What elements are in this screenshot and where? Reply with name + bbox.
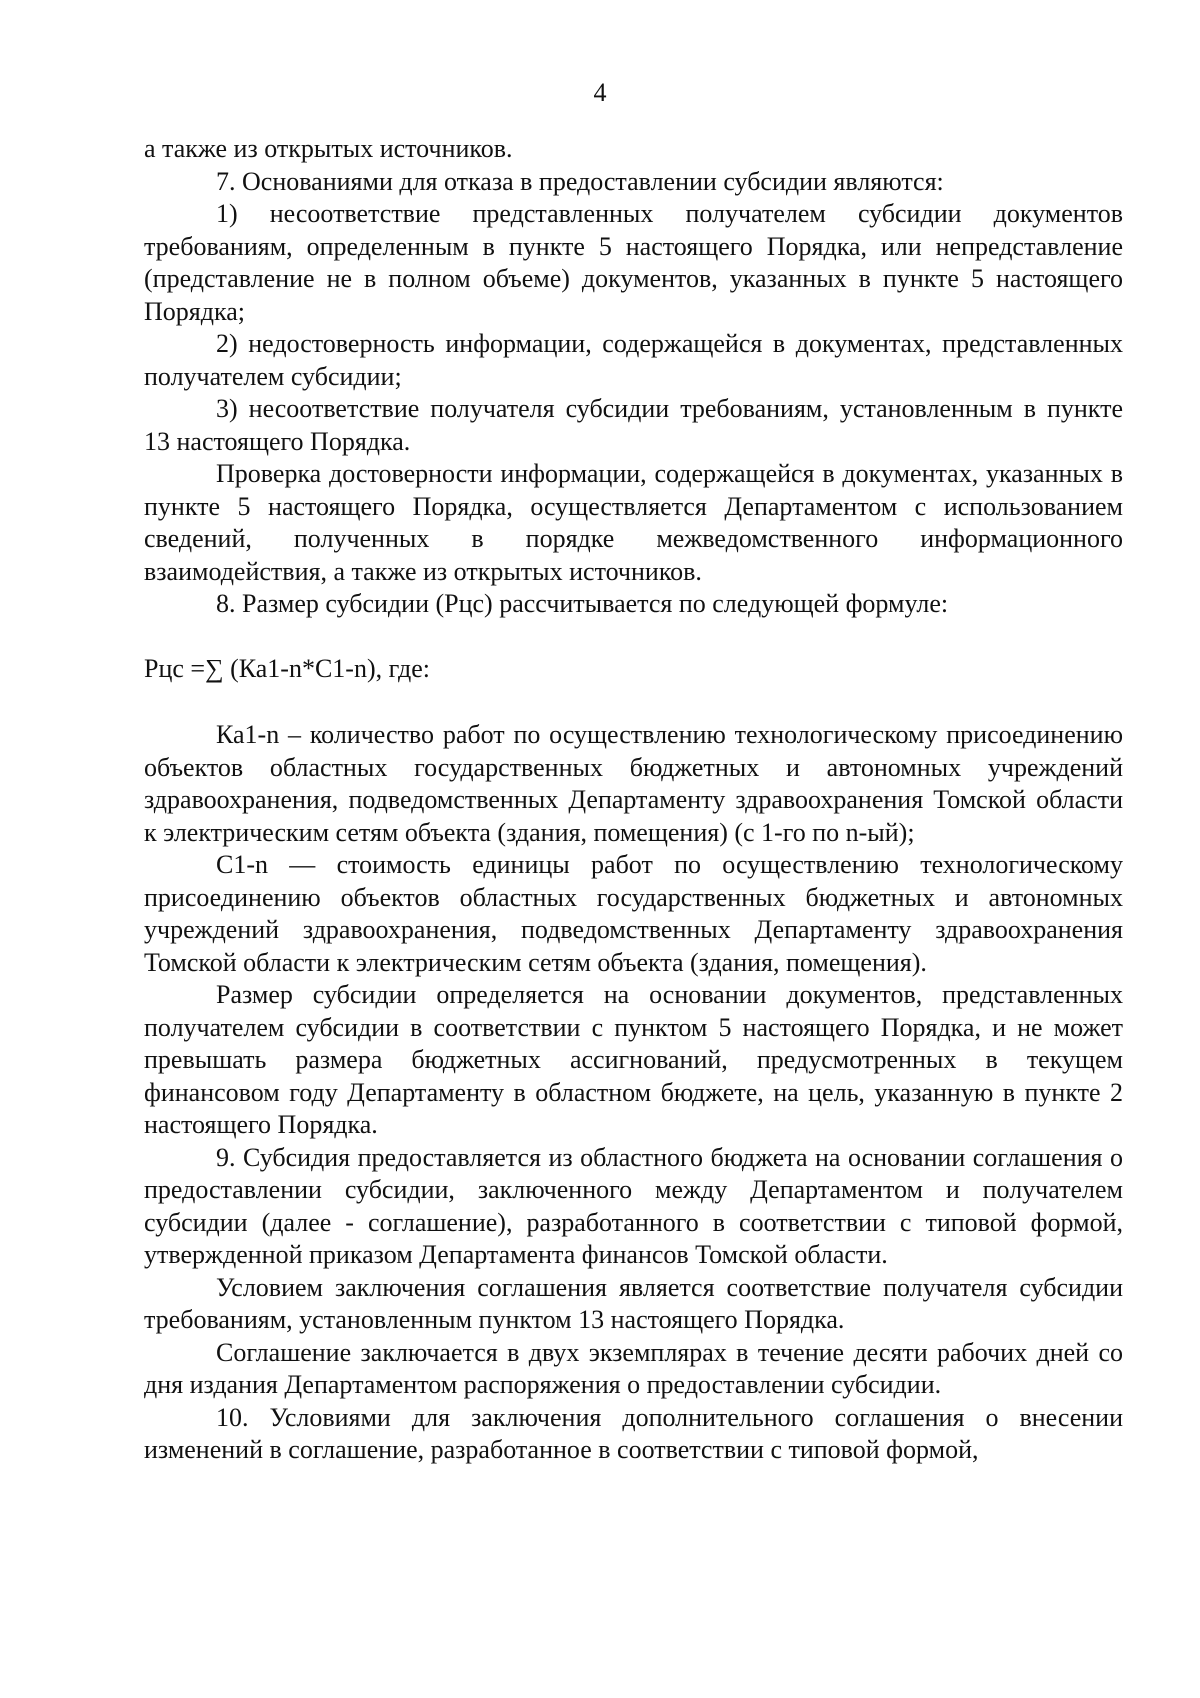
paragraph-item-7: 7. Основаниями для отказа в предоставлении субсидии являются: [216,166,944,196]
paragraph-verification: Проверка достоверности информации, содержащейся в документах, указанных в пункте 5 настоящего Порядка, осуществляется Департаментом с использованием сведений, полученных в порядке межведомственного информационного взаимодействия, а также из открытых источников. [144,459,1123,586]
paragraph-item-9: 9. Субсидия предоставляется из областного бюджета на основании соглашения о предоставлении субсидии, заключенного между Департаментом и получателем субсидии (далее - соглашение), разработанного в соответствии с типовой формой, утвержденной приказом Департамента финансов Томской области. [144,1142,1123,1269]
paragraph-definition-ka: Ка1-n – количество работ по осуществлению технологическому присоединению объектов областных государственных бюджетных и автономных учреждений здравоохранения, подведомственных Департаменту здравоохранения Томской области к электрическим сетям объекта (здания, помещения) (с 1-го по n-ый); [144,720,1123,847]
paragraph-agreement-condition: Условием заключения соглашения является соответствие получателя субсидии требованиям, установленным пунктом 13 настоящего Порядка. [144,1272,1123,1334]
paragraph-subitem-1: 1) несоответствие представленных получателем субсидии документов требованиям, определенным в пункте 5 настоящего Порядка, или непредставление (представление не в полном объеме) документов, указанных в пункте 5 настоящего Порядка; [144,199,1123,326]
document-body [144,133,1123,1467]
paragraph-subitem-2: 2) недостоверность информации, содержащейся в документах, представленных получателем субсидии; [144,329,1123,391]
formula: Рцс =∑ (Ка1-n*С1-n), где: [144,653,430,683]
paragraph-item-10: 10. Условиями для заключения дополнительного соглашения о внесении изменений в соглашение, разработанное в соответствии с типовой формой, [144,1402,1123,1464]
paragraph-subsidy-size: Размер субсидии определяется на основании документов, представленных получателем субсидии в соответствии с пунктом 5 настоящего Порядка, и не может превышать размера бюджетных ассигнований, предусмотренных в текущем финансовом году Департаменту в областном бюджете, на цель, указанную в пункте 2 настоящего Порядка. [144,980,1123,1139]
paragraph-definition-c: С1-n — стоимость единицы работ по осуществлению технологическому присоединению объектов областных государственных бюджетных и автономных учреждений здравоохранения, подведомственных Департаменту здравоохранения Томской области к электрическим сетям объекта (здания, помещения). [144,850,1123,977]
paragraph-item-8: 8. Размер субсидии (Рцс) рассчитывается по следующей формуле: [216,589,949,618]
page-number: 4 [593,78,607,107]
paragraph-continuation: а также из открытых источников. [144,134,513,163]
paragraph-agreement-copies: Соглашение заключается в двух экземплярах в течение десяти рабочих дней со дня издания Департаментом распоряжения о предоставлении субсидии. [144,1337,1123,1399]
paragraph-subitem-3: 3) несоответствие получателя субсидии требованиям, установленным в пункте 13 настоящего Порядка. [144,394,1123,456]
